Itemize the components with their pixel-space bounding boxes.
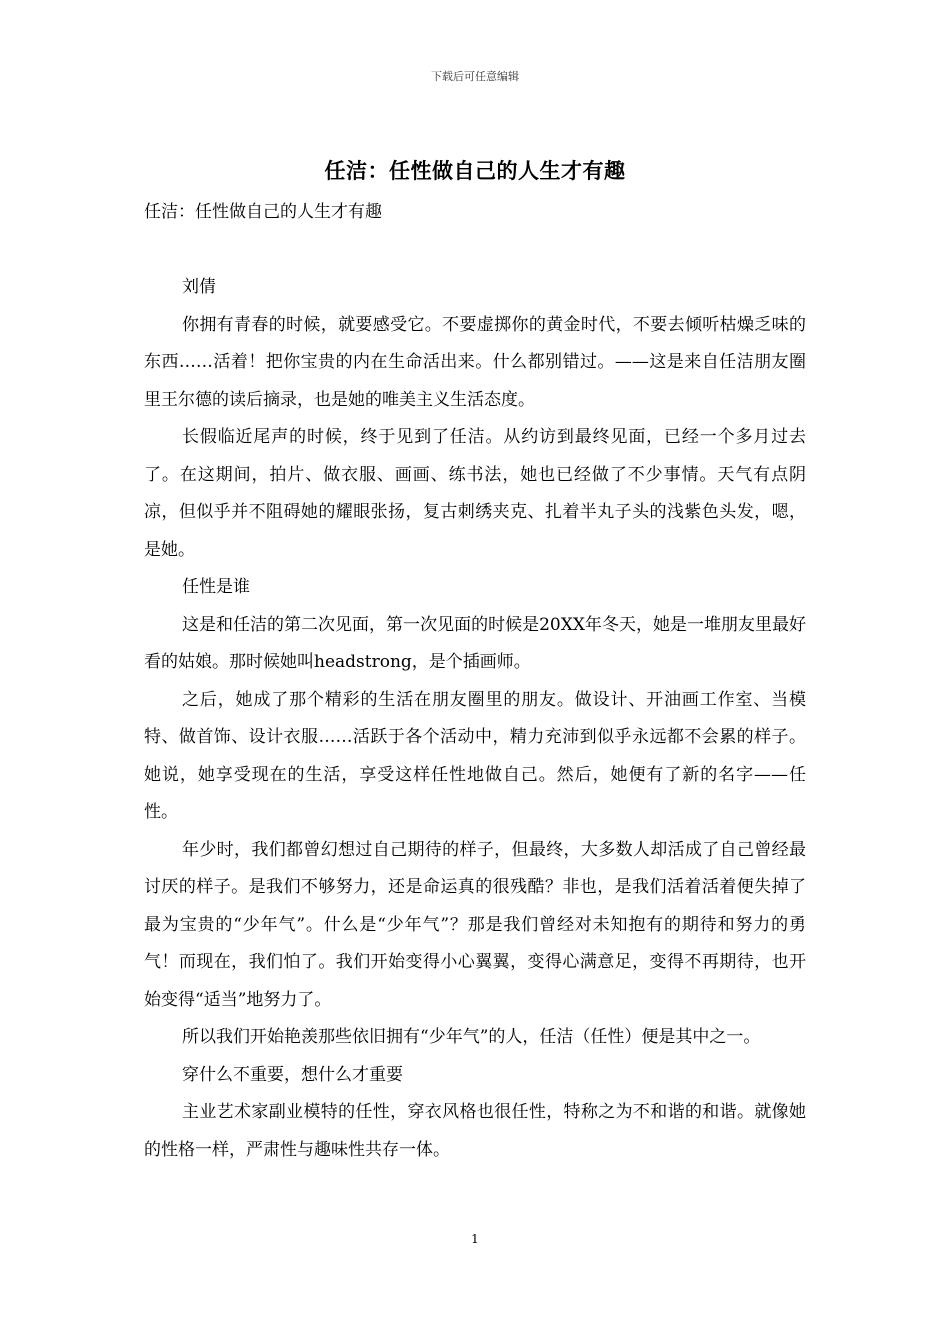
paragraph-repeated-title: 任洁：任性做自己的人生才有趣 (144, 202, 382, 222)
paragraph: 之后，她成了那个精彩的生活在朋友圈里的朋友。做设计、开油画工作室、当模特、做首饰、设计衣服……活跃于各个活动中，精力充沛到似乎永远都不会累的样子。她说，她享受现在的生活，享受这样任性地做自己。然后，她便有了新的名字——任性。 (144, 689, 806, 822)
article-body (144, 194, 806, 1169)
paragraph: 所以我们开始艳羡那些依旧拥有“少年气”的人，任洁（任性）便是其中之一。 (182, 1027, 761, 1047)
header-note: 下载后可任意编辑 (431, 70, 519, 83)
paragraph: 主业艺术家副业模特的任性，穿衣风格也很任性，特称之为不和谐的和谐。就像她的性格一样，严肃性与趣味性共存一体。 (144, 1102, 806, 1160)
page-number: 1 (471, 1232, 479, 1246)
section-heading: 任性是谁 (182, 577, 250, 597)
paragraph: 这是和任洁的第二次见面，第一次见面的时候是20XX年冬天，她是一堆朋友里最好看的姑娘。那时候她叫headstrong，是个插画师。 (144, 614, 806, 672)
paragraph: 你拥有青春的时候，就要感受它。不要虚掷你的黄金时代，不要去倾听枯燥乏味的东西……活着！把你宝贵的内在生命活出来。什么都别错过。——这是来自任洁朋友圈里王尔德的读后摘录，也是她的唯美主义生活态度。 (144, 314, 806, 410)
paragraph-author: 刘倩 (182, 277, 216, 297)
document-title: 任洁：任性做自己的人生才有趣 (324, 158, 626, 183)
paragraph: 长假临近尾声的时候，终于见到了任洁。从约访到最终见面，已经一个多月过去了。在这期间，拍片、做衣服、画画、练书法，她也已经做了不少事情。天气有点阴凉，但似乎并不阻碍她的耀眼张扬，复古刺绣夹克、扎着半丸子头的浅紫色头发，嗯，是她。 (144, 427, 806, 560)
paragraph: 年少时，我们都曾幻想过自己期待的样子，但最终，大多数人却活成了自己曾经最讨厌的样子。是我们不够努力，还是命运真的很残酷？非也，是我们活着活着便失掉了最为宝贵的“少年气”。什么是“少年气”？那是我们曾经对未知抱有的期待和努力的勇气！而现在，我们怕了。我们开始变得小心翼翼，变得心满意足，变得不再期待，也开始变得“适当”地努力了。 (144, 839, 806, 1010)
section-heading: 穿什么不重要，想什么才重要 (182, 1064, 403, 1085)
